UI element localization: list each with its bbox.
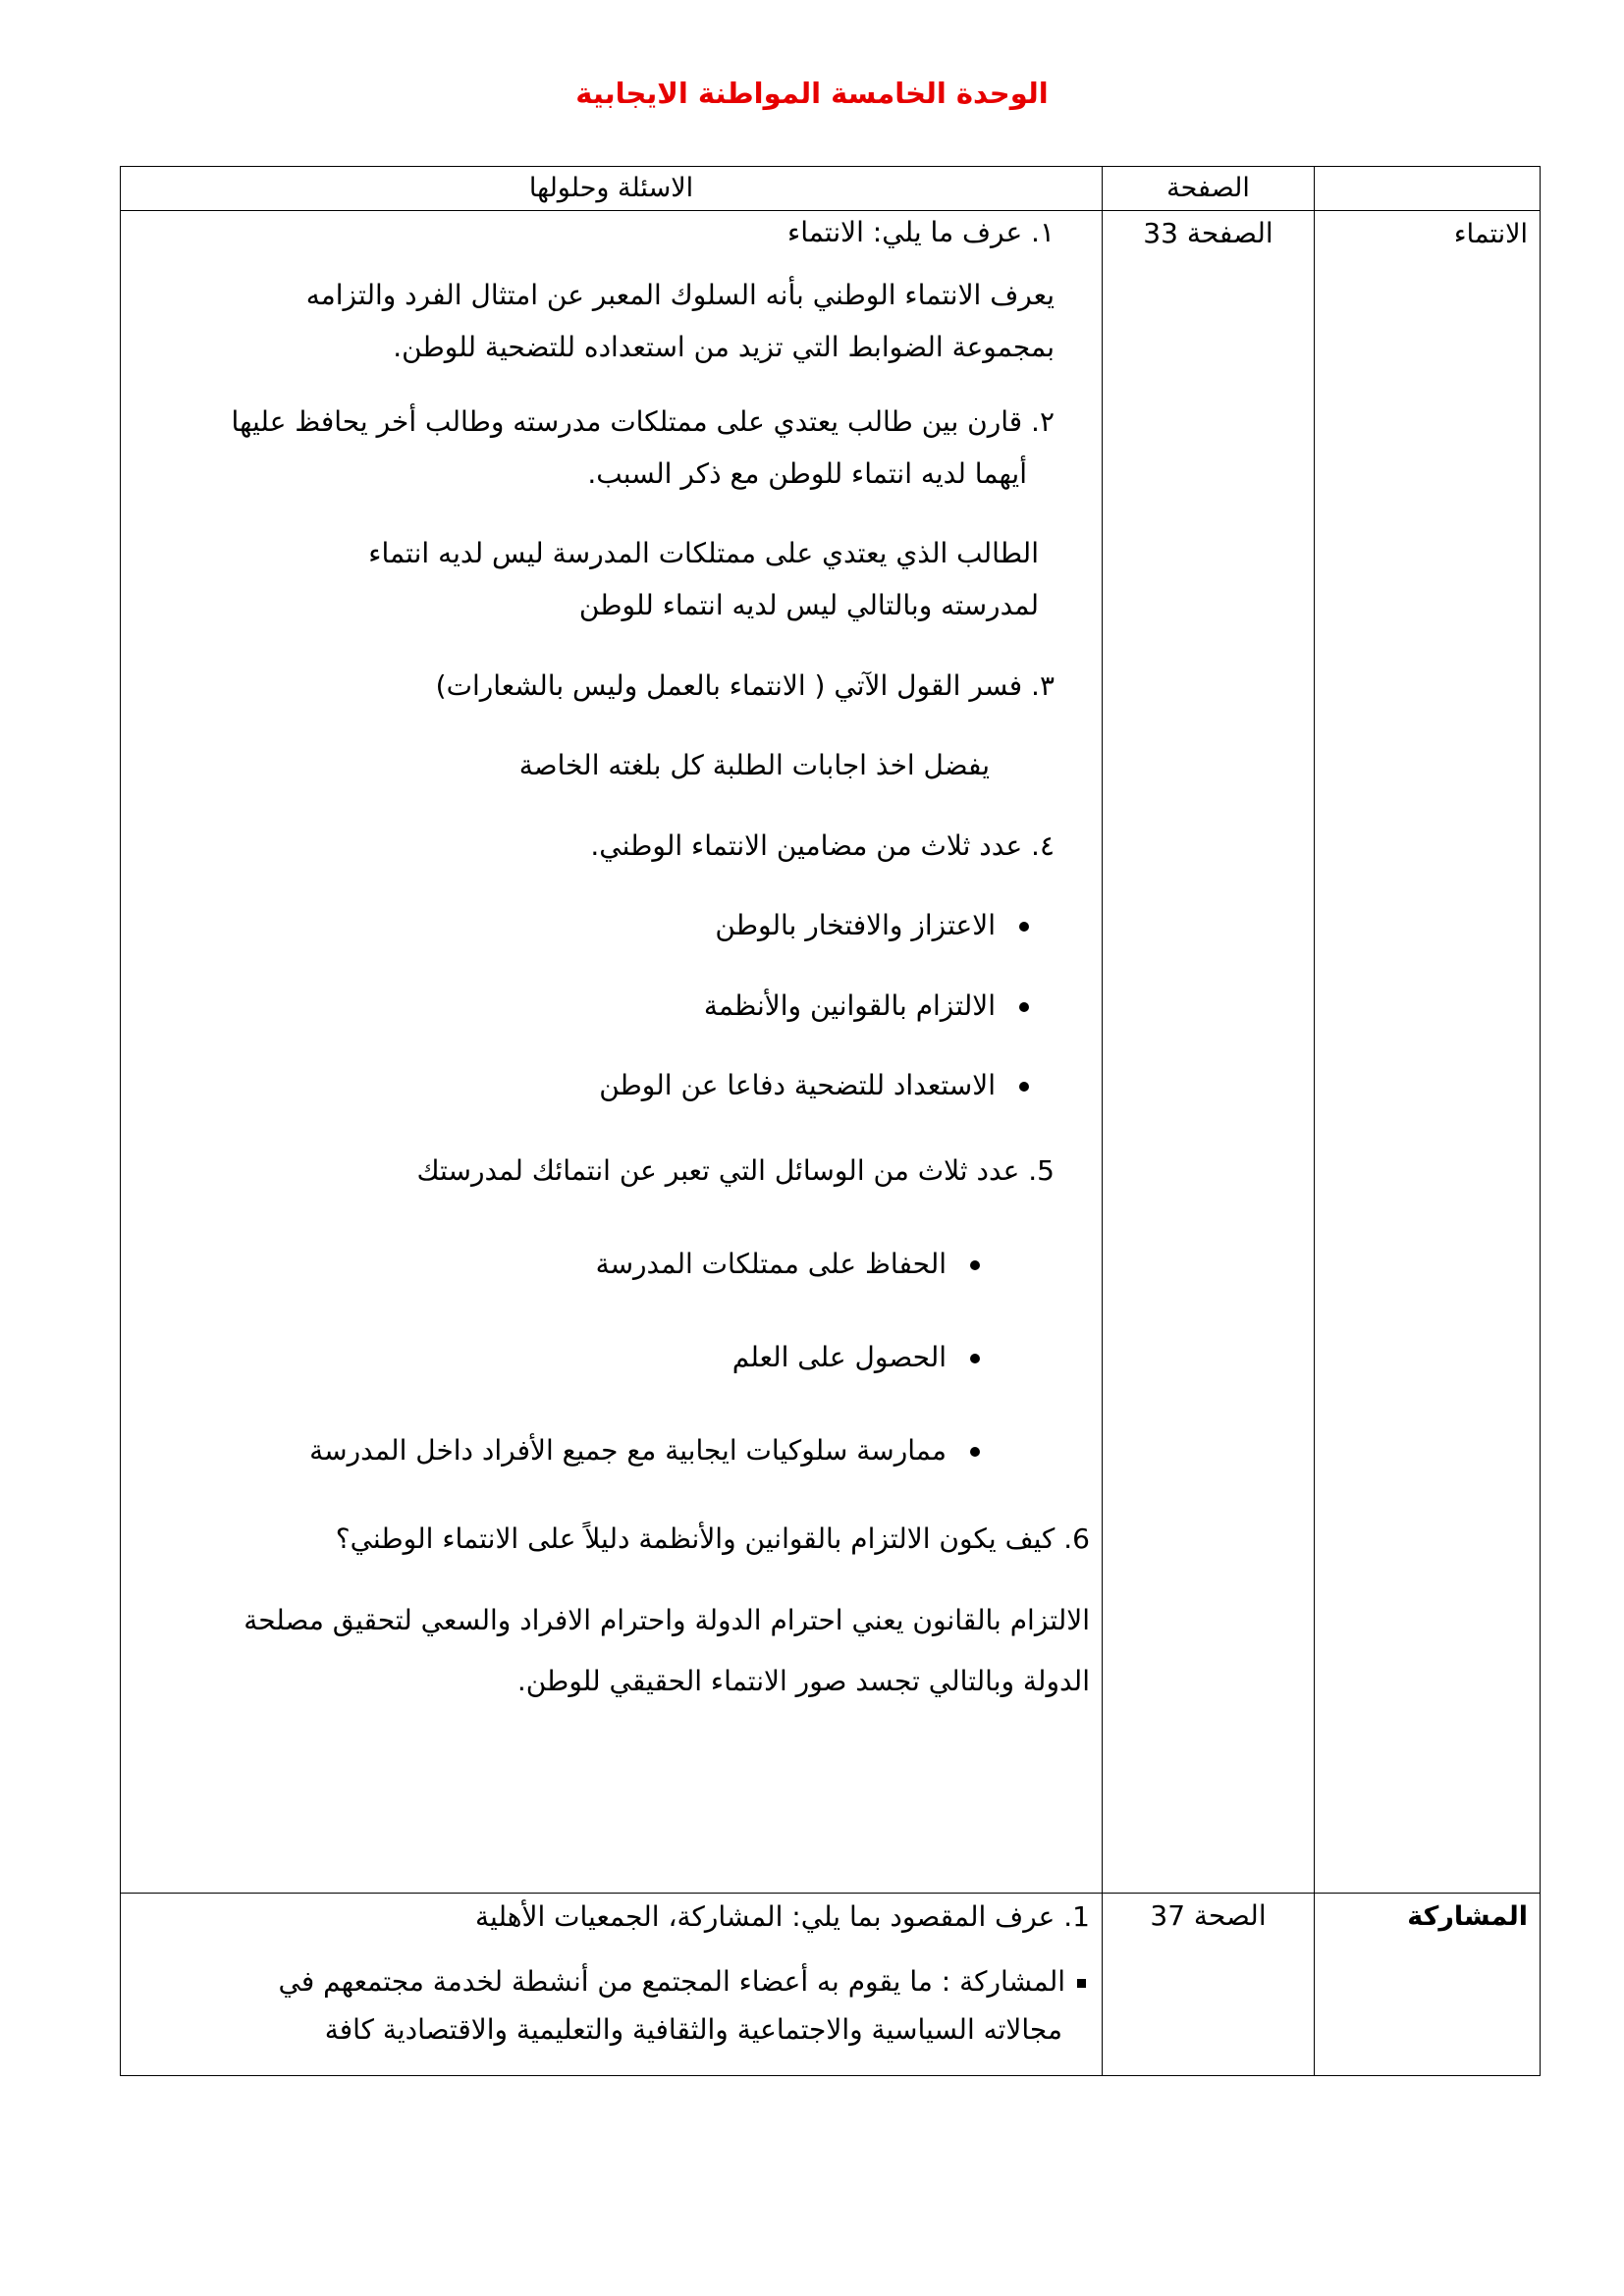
list-item: الحصول على العلم xyxy=(732,1340,980,1375)
bullet-icon xyxy=(1019,922,1029,932)
question-text: ٣. فسر القول الآتي ( الانتماء بالعمل وليس بالشعارات) xyxy=(435,669,1055,702)
bullet-icon xyxy=(970,1354,980,1363)
topic-cell: المشاركة xyxy=(1315,1894,1541,2076)
answer-text: الالتزام بالقانون يعني احترام الدولة واحترام الافراد والسعي لتحقيق مصلحة xyxy=(244,1604,1090,1636)
topic-cell: الانتماء xyxy=(1315,211,1541,1894)
page-cell: الصفحة 33 xyxy=(1103,211,1315,1894)
list-item: ممارسة سلوكيات ايجابية مع جميع الأفراد داخل المدرسة xyxy=(309,1433,980,1468)
question-text: أيهما لديه انتماء للوطن مع ذكر السبب. xyxy=(587,457,1027,490)
answer-text: بمجموعة الضوابط التي تزيد من استعداده للتضحية للوطن. xyxy=(393,331,1055,363)
answer-text: الدولة وبالتالي تجسد صور الانتماء الحقيقي للوطن. xyxy=(516,1665,1090,1697)
bullet-icon xyxy=(970,1260,980,1270)
header-questions: الاسئلة وحلولها xyxy=(121,167,1103,211)
answer-text: يفضل اخذ اجابات الطلبة كل بلغته الخاصة xyxy=(518,749,990,781)
question-text: 5. عدد ثلاث من الوسائل التي تعبر عن انتمائك لمدرستك xyxy=(416,1154,1055,1187)
question-text: ٢. قارن بين طالب يعتدي على ممتلكات مدرسته وطالب أخر يحافظ عليها xyxy=(231,405,1055,438)
list-item: الاستعداد للتضحية دفاعا عن الوطن xyxy=(599,1068,1029,1103)
question-text: ٤. عدد ثلاث من مضامين الانتماء الوطني. xyxy=(590,829,1055,862)
square-bullet-icon xyxy=(1077,1979,1086,1988)
header-topic xyxy=(1315,167,1541,211)
questions-cell xyxy=(121,211,1103,1894)
question-text: 1. عرف المقصود بما يلي: المشاركة، الجمعيات الأهلية xyxy=(474,1900,1090,1933)
header-page: الصفحة xyxy=(1103,167,1315,211)
page-cell: الصحة 37 xyxy=(1103,1894,1315,2076)
table-row xyxy=(121,211,1541,1894)
bullet-icon xyxy=(1019,1002,1029,1012)
answer-text: يعرف الانتماء الوطني بأنه السلوك المعبر عن امتثال الفرد والتزامه xyxy=(305,279,1055,311)
questions-cell xyxy=(121,1894,1103,2076)
bullet-icon xyxy=(1019,1082,1029,1092)
answer-text: مجالاته السياسية والاجتماعية والثقافية والتعليمية والاقتصادية كافة xyxy=(324,2013,1062,2046)
qa-table xyxy=(120,166,1541,2076)
answer-text: الطالب الذي يعتدي على ممتلكات المدرسة ليس لديه انتماء xyxy=(368,537,1039,569)
question-text: 6. كيف يكون الالتزام بالقوانين والأنظمة دليلاً على الانتماء الوطني؟ xyxy=(335,1522,1090,1555)
list-item: المشاركة : ما يقوم به أعضاء المجتمع من أنشطة لخدمة مجتمعهم في xyxy=(278,1964,1086,2000)
list-item: الحفاظ على ممتلكات المدرسة xyxy=(596,1247,980,1282)
question-text: ١. عرف ما يلي: الانتماء xyxy=(787,216,1055,248)
document-title: الوحدة الخامسة المواطنة الايجابية xyxy=(575,77,1049,110)
table-header-row xyxy=(121,167,1541,211)
table-row xyxy=(121,1894,1541,2076)
list-item: الالتزام بالقوانين والأنظمة xyxy=(704,988,1029,1024)
answer-text: لمدرسته وبالتالي ليس لديه انتماء للوطن xyxy=(578,589,1039,621)
list-item: الاعتزاز والافتخار بالوطن xyxy=(715,908,1029,943)
bullet-icon xyxy=(970,1447,980,1457)
